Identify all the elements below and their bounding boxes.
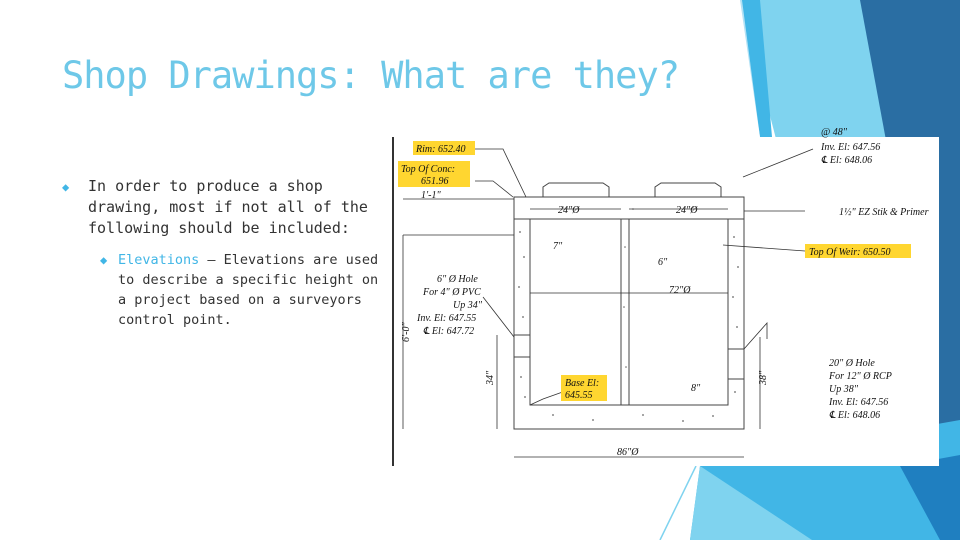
bullet-text: In order to produce a shop drawing, most if not all of the following should be included: xyxy=(88,177,368,237)
sub-bullet-text: – Elevations are used to describe a specific height on a project based on a surveyors control point. xyxy=(118,252,379,328)
svg-text:6" Ø Hole: 6" Ø Hole xyxy=(437,274,478,285)
base-el-label: Base El: xyxy=(565,378,600,389)
svg-text:For 12" Ø RCP: For 12" Ø RCP xyxy=(829,371,892,382)
left-hole-note xyxy=(416,274,483,337)
top-conc-value: 651.96 xyxy=(421,176,449,187)
rim-label: Rim: 652.40 xyxy=(416,144,466,155)
svg-text:20" Ø Hole: 20" Ø Hole xyxy=(829,358,875,369)
svg-text:For 4" Ø PVC: For 4" Ø PVC xyxy=(423,287,481,298)
dim-38: 38" xyxy=(758,370,769,385)
svg-text:℄ El: 648.06: ℄ El: 648.06 xyxy=(821,155,873,166)
diamond-bullet-icon: ◆ xyxy=(62,180,70,194)
svg-text:Inv. El: 647.55: Inv. El: 647.55 xyxy=(417,313,477,324)
sub-bullet-item xyxy=(62,250,382,330)
dim-8: 8" xyxy=(691,383,701,394)
svg-text:Up 38": Up 38" xyxy=(829,384,858,395)
ez-stik-label: 1½" EZ Stik & Primer xyxy=(839,207,929,218)
dim-72: 72"Ø xyxy=(669,285,691,296)
dim-86: 86"Ø xyxy=(617,447,639,458)
dim-24a: 24"Ø xyxy=(558,205,580,216)
right-hole-note xyxy=(828,358,892,421)
bullet-item xyxy=(62,176,382,239)
top-conc-label: Top Of Conc: xyxy=(401,164,456,175)
dim-6-0: 6'-0" xyxy=(401,322,412,342)
top-of-weir-label: Top Of Weir: 650.50 xyxy=(809,247,891,258)
manhole-section-drawing xyxy=(393,127,939,466)
svg-text:@ 48": @ 48" xyxy=(821,127,847,138)
shop-drawing-image xyxy=(393,127,939,466)
svg-text:Inv. El: 647.56: Inv. El: 647.56 xyxy=(829,397,889,408)
base-el-value: 645.55 xyxy=(565,390,593,401)
dim-34: 34" xyxy=(485,370,496,385)
dim-6: 6" xyxy=(658,257,668,268)
diamond-bullet-icon: ◆ xyxy=(100,253,108,267)
slide-title: Shop Drawings: What are they? xyxy=(62,54,680,97)
dim-7: 7" xyxy=(553,241,563,252)
svg-text:℄ El: 648.06: ℄ El: 648.06 xyxy=(829,410,881,421)
svg-text:℄ El: 647.72: ℄ El: 647.72 xyxy=(423,326,475,337)
bullet-list xyxy=(62,176,382,330)
dim-24b: 24"Ø xyxy=(676,205,698,216)
svg-text:Inv. El: 647.56: Inv. El: 647.56 xyxy=(821,142,881,153)
sub-bullet-term: Elevations xyxy=(118,252,200,268)
svg-text:Up 34": Up 34" xyxy=(453,300,482,311)
dim-1-1: 1'-1" xyxy=(421,190,441,201)
